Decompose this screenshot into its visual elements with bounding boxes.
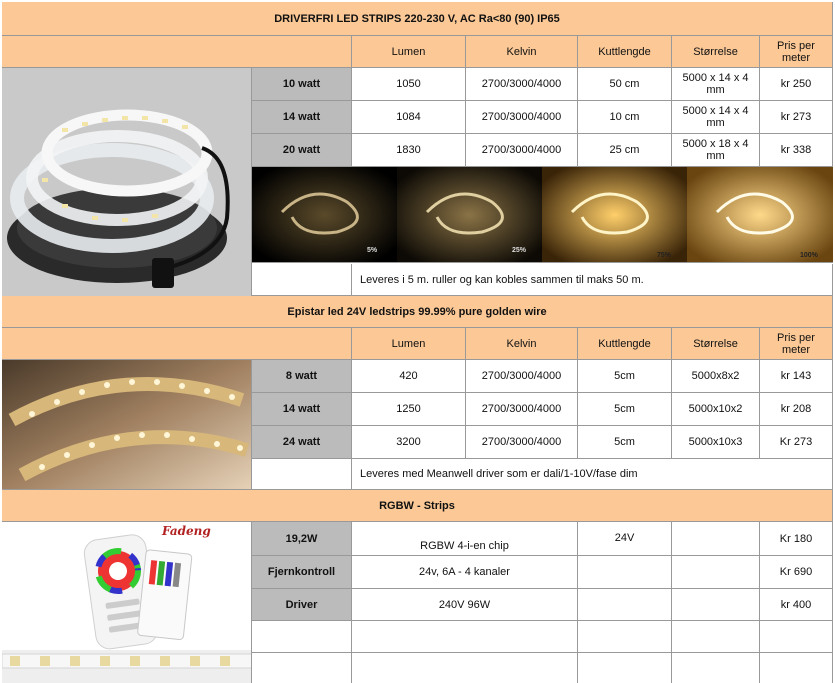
section2-header-lumen: Lumen — [352, 328, 466, 360]
section1-row-price: kr 273 — [760, 101, 833, 134]
section1-row-kutt: 50 cm — [578, 68, 672, 101]
dimming-levels-photo — [252, 167, 833, 263]
section1-note-blank — [252, 264, 352, 296]
section3-row-price: Kr 690 — [760, 556, 833, 589]
empty-cell — [760, 653, 833, 683]
dim-label-75: 75% — [657, 252, 672, 259]
section1-row-size: 5000 x 18 x 4 mm — [672, 134, 760, 167]
section2-row-price: kr 208 — [760, 393, 833, 426]
section2-row-kutt: 5cm — [578, 393, 672, 426]
section2-row-price: Kr 273 — [760, 426, 833, 459]
section3-row-desc-text: RGBW 4-i-en chip — [420, 540, 509, 552]
section1-row-size: 5000 x 14 x 4 mm — [672, 101, 760, 134]
section1-row-kutt: 25 cm — [578, 134, 672, 167]
section2-row-size: 5000x10x3 — [672, 426, 760, 459]
section1-header-blank — [2, 36, 352, 68]
empty-cell — [578, 653, 672, 683]
section3-row-blank — [672, 556, 760, 589]
empty-cell — [760, 621, 833, 653]
empty-cell — [672, 621, 760, 653]
section3-row-blank — [672, 522, 760, 556]
section2-row-kelvin: 2700/3000/4000 — [466, 393, 578, 426]
section1-row-kutt: 10 cm — [578, 101, 672, 134]
section3-row-volt — [578, 556, 672, 589]
section1-row-label: 20 watt — [252, 134, 352, 167]
section3-row-desc — [352, 522, 578, 556]
section2-row-label: 8 watt — [252, 360, 352, 393]
empty-cell — [252, 621, 352, 653]
section2-header-blank — [2, 328, 352, 360]
section1-row-kelvin: 2700/3000/4000 — [466, 101, 578, 134]
section1-row-price: kr 338 — [760, 134, 833, 167]
section2-title: Epistar led 24V ledstrips 99.99% pure golden wire — [2, 296, 833, 328]
section3-row-volt-text: 24V — [614, 532, 635, 544]
section2-note: Leveres med Meanwell driver som er dali/1-10V/fase dim — [352, 459, 833, 490]
empty-cell — [352, 653, 578, 683]
section1-header-pris: Pris per meter — [760, 36, 833, 68]
section3-row-desc: 240V 96W — [352, 589, 578, 621]
section2-row-label: 14 watt — [252, 393, 352, 426]
section1-header-lumen: Lumen — [352, 36, 466, 68]
section2-row-kelvin: 2700/3000/4000 — [466, 360, 578, 393]
section2-row-kutt: 5cm — [578, 426, 672, 459]
section3-row-blank — [672, 589, 760, 621]
section3-row-desc: 24v, 6A - 4 kanaler — [352, 556, 578, 589]
led-strip-reel-photo — [2, 68, 252, 296]
section2-row-size: 5000x10x2 — [672, 393, 760, 426]
section2-row-lumen: 420 — [352, 360, 466, 393]
section3-title: RGBW - Strips — [2, 490, 833, 522]
empty-cell — [578, 621, 672, 653]
section1-header-storrelse: Størrelse — [672, 36, 760, 68]
section1-row-label: 14 watt — [252, 101, 352, 134]
rgbw-remote-photo — [2, 522, 252, 650]
section2-row-label: 24 watt — [252, 426, 352, 459]
section1-row-label: 10 watt — [252, 68, 352, 101]
golden-led-strip-photo — [2, 360, 252, 490]
section1-note: Leveres i 5 m. ruller og kan kobles sammen til maks 50 m. — [352, 264, 833, 296]
section1-title: DRIVERFRI LED STRIPS 220-230 V, AC Ra<80 (90) IP65 — [2, 2, 833, 36]
section1-header-kuttlengde: Kuttlengde — [578, 36, 672, 68]
section2-header-pris: Pris per meter — [760, 328, 833, 360]
section1-header-kelvin: Kelvin — [466, 36, 578, 68]
dim-label-25: 25% — [512, 247, 527, 254]
section2-row-size: 5000x8x2 — [672, 360, 760, 393]
dim-label-100: 100% — [800, 252, 818, 259]
dim-label-5: 5% — [367, 247, 378, 254]
section1-row-lumen: 1084 — [352, 101, 466, 134]
empty-cell — [352, 621, 578, 653]
section2-row-price: kr 143 — [760, 360, 833, 393]
section2-row-kelvin: 2700/3000/4000 — [466, 426, 578, 459]
section1-row-kelvin: 2700/3000/4000 — [466, 134, 578, 167]
section3-row-label: Driver — [252, 589, 352, 621]
section3-row-volt — [578, 589, 672, 621]
section1-row-kelvin: 2700/3000/4000 — [466, 68, 578, 101]
section3-row-price: kr 400 — [760, 589, 833, 621]
section1-row-lumen: 1050 — [352, 68, 466, 101]
empty-cell — [672, 653, 760, 683]
section2-row-lumen: 3200 — [352, 426, 466, 459]
empty-cell — [252, 653, 352, 683]
section2-row-kutt: 5cm — [578, 360, 672, 393]
section1-row-lumen: 1830 — [352, 134, 466, 167]
section1-row-size: 5000 x 14 x 4 mm — [672, 68, 760, 101]
section2-row-lumen: 1250 — [352, 393, 466, 426]
section3-row-label: 19,2W — [252, 522, 352, 556]
section2-note-blank — [252, 459, 352, 490]
section3-row-volt — [578, 522, 672, 556]
section2-header-kelvin: Kelvin — [466, 328, 578, 360]
section3-row-price: Kr 180 — [760, 522, 833, 556]
rgbw-strip-photo — [2, 650, 252, 683]
section2-header-storrelse: Størrelse — [672, 328, 760, 360]
section3-row-label: Fjernkontroll — [252, 556, 352, 589]
section2-header-kuttlengde: Kuttlengde — [578, 328, 672, 360]
section1-row-price: kr 250 — [760, 68, 833, 101]
brand-logo-text: Fadeng — [162, 524, 211, 538]
